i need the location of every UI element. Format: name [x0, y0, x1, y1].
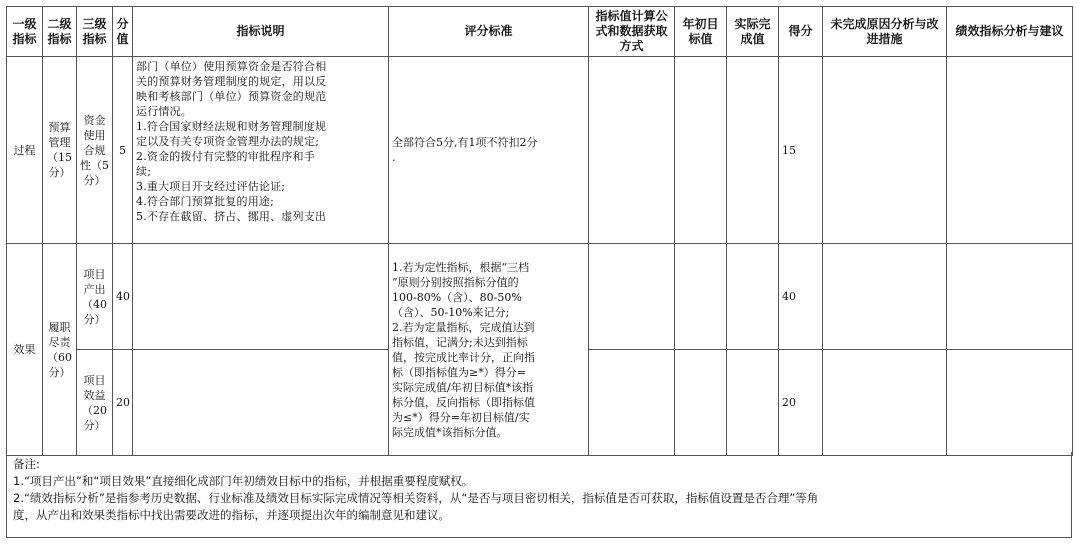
value-project-benefit: 20: [113, 350, 133, 456]
suggestion-cell: [947, 57, 1073, 244]
table-row-output: [7, 244, 1073, 350]
reason-cell: [823, 57, 947, 244]
criteria-line: 标分值，反向指标（即指标值: [392, 395, 535, 409]
level3-fund-compliance: 资金使用合规性（5分）: [77, 57, 113, 244]
header-level2: 二级指标: [43, 7, 77, 57]
description-project-benefit: [133, 350, 389, 456]
criteria-line: ”原则分别按照指标分值的: [392, 275, 519, 289]
description-fund-compliance: [133, 57, 389, 244]
level2-budget-management: 预算管理（15分）: [43, 57, 77, 244]
criteria-line: 标（即指标值为≥*）得分=: [392, 365, 526, 379]
evaluation-table: [6, 6, 1073, 456]
criteria-line: 值，按完成比率计分，正向指: [392, 350, 535, 364]
criteria-line: 1.若为定性指标，根据“三档: [392, 260, 530, 274]
suggestion-cell: [947, 350, 1073, 456]
score-fund-compliance: 15: [779, 57, 823, 244]
description-line: 续;: [136, 165, 152, 178]
header-level1: 一级指标: [7, 7, 43, 57]
actual-cell: [727, 350, 779, 456]
level3-project-output: 项目产出（40分）: [77, 244, 113, 350]
annual-target-cell: [675, 350, 727, 456]
criteria-line: 100-80%（含）、80-50%: [392, 290, 522, 304]
actual-cell: [727, 57, 779, 244]
description-line: 2.资金的拨付有完整的审批程序和手: [136, 150, 315, 163]
description-line: 5.不存在截留、挤占、挪用、虚列支出: [136, 210, 327, 223]
annual-target-cell: [675, 57, 727, 244]
criteria-line: 指标值，记满分;未达到指标: [392, 335, 528, 349]
annual-target-cell: [675, 244, 727, 350]
actual-cell: [727, 244, 779, 350]
header-formula: 指标值计算公式和数据获取方式: [589, 7, 675, 57]
description-project-output: [133, 244, 389, 350]
score-project-output: 40: [779, 244, 823, 350]
value-project-output: 40: [113, 244, 133, 350]
header-annual-target: 年初目标值: [675, 7, 727, 57]
description-line: 关的预算财务管理制度的规定，用以反: [136, 75, 327, 88]
note-line: 度，从产出和效果类指标中找出需要改进的指标，并逐项提出次年的编制意见和建议。: [13, 508, 450, 522]
reason-cell: [823, 350, 947, 456]
header-reason: 未完成原因分析与改进措施: [823, 7, 947, 57]
criteria-fund-compliance: [389, 57, 589, 244]
level2-duty-performance: 履职尽责（60分）: [43, 244, 77, 456]
formula-cell: [589, 350, 675, 456]
score-project-benefit: 20: [779, 350, 823, 456]
description-line: 映和考核部门（单位）预算资金的规范: [136, 90, 327, 103]
criteria-effect: [389, 244, 589, 456]
table-row-process: [7, 57, 1073, 244]
header-criteria: 评分标准: [389, 7, 589, 57]
criteria-line: （含）、50-10%来记分;: [392, 305, 510, 319]
notes-title: 备注:: [13, 457, 40, 471]
description-line: 运行情况。: [136, 105, 192, 118]
header-score: 得分: [779, 7, 823, 57]
criteria-line: 实际完成值/年初目标值*该指: [392, 380, 534, 394]
header-level3: 三级指标: [77, 7, 113, 57]
description-line: 定以及有关专项资金管理办法的规定;: [136, 135, 320, 148]
note-line: 1.“项目产出”和“项目效果”直接细化成部门年初绩效目标中的指标，并根据重要程度赋权。: [13, 474, 474, 488]
criteria-text: 全部符合5分,有1项不符扣2分: [392, 136, 538, 149]
criteria-line: 2.若为定量指标，完成值达到: [392, 320, 535, 334]
header-description: 指标说明: [133, 7, 389, 57]
level1-process: 过程: [7, 57, 43, 244]
formula-cell: [589, 244, 675, 350]
description-line: 1.符合国家财经法规和财务管理制度规: [136, 120, 327, 133]
criteria-line: 际完成值*该指标分值。: [392, 425, 508, 439]
description-line: 4.符合部门预算批复的用途;: [136, 195, 275, 208]
level1-effect: 效果: [7, 244, 43, 456]
note-line: 2.“绩效指标分析”是指参考历史数据、行业标准及绩效目标实际完成情况等相关资料，从“是否与项目密切相关，指标值是否可获取，指标值设置是否合理”等角: [13, 491, 819, 505]
suggestion-cell: [947, 244, 1073, 350]
value-fund-compliance: 5: [113, 57, 133, 244]
criteria-text-tail: .: [392, 151, 396, 164]
formula-cell: [589, 57, 675, 244]
level3-project-benefit: 项目效益（20分）: [77, 350, 113, 456]
header-actual: 实际完成值: [727, 7, 779, 57]
header-row: [7, 7, 1073, 57]
header-suggestion: 绩效指标分析与建议: [947, 7, 1073, 57]
description-line: 部门（单位）使用预算资金是否符合相: [136, 60, 327, 73]
reason-cell: [823, 244, 947, 350]
header-score-value: 分值: [113, 7, 133, 57]
description-line: 3.重大项目开支经过评估论证;: [136, 180, 286, 193]
notes-section: [6, 452, 1072, 538]
criteria-line: 为≤*）得分=年初目标值/实: [392, 410, 530, 424]
